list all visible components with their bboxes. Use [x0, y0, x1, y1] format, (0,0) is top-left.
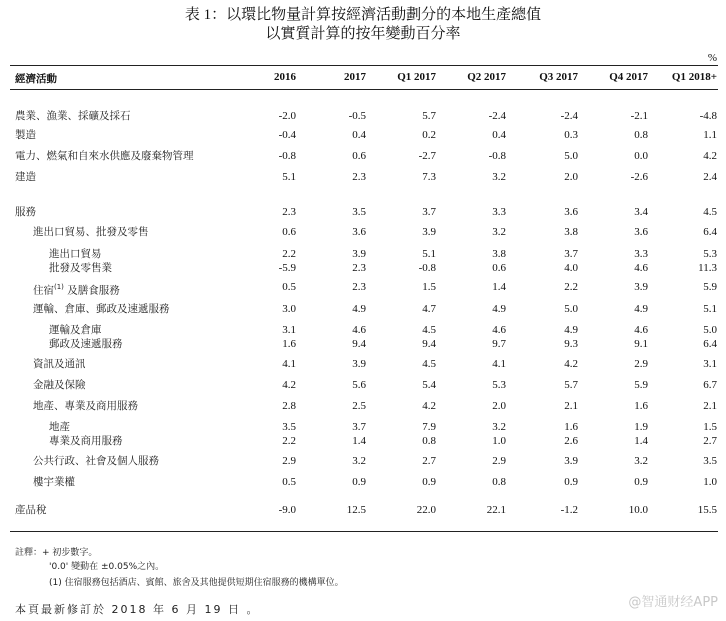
row-label — [15, 205, 36, 219]
cell-value: 2.8 — [282, 400, 296, 412]
cell-value: -0.8 — [278, 150, 296, 162]
cell-value: 4.2 — [703, 150, 717, 162]
row-label-text: 專業及商用服務 — [49, 435, 123, 447]
cell-value: 0.0 — [634, 150, 648, 162]
cell-value: 3.5 — [282, 421, 296, 433]
table-row — [0, 128, 726, 142]
cell-value: 5.7 — [422, 110, 436, 122]
cell-value: 1.5 — [703, 421, 717, 433]
cell-value: 3.3 — [492, 206, 506, 218]
cell-value: -2.7 — [418, 150, 436, 162]
table-row — [0, 337, 726, 351]
table-subtitle: 以實質計算的按年變動百分率 — [265, 26, 461, 42]
table-row — [0, 280, 726, 297]
row-label — [49, 337, 123, 351]
cell-value: 3.5 — [352, 206, 366, 218]
cell-value: 3.9 — [634, 281, 648, 293]
cell-value: 9.3 — [564, 338, 578, 350]
row-label-text: 金融及保險 — [33, 379, 86, 391]
cell-value: 2.4 — [703, 171, 717, 183]
unit-label: % — [707, 52, 717, 64]
cell-value: 3.7 — [422, 206, 436, 218]
row-label — [33, 454, 159, 468]
cell-value: 4.6 — [352, 324, 366, 336]
cell-value: 4.9 — [492, 303, 506, 315]
cell-value: 4.6 — [492, 324, 506, 336]
row-label — [15, 109, 131, 123]
cell-value: 4.6 — [634, 324, 648, 336]
cell-value: 0.6 — [282, 226, 296, 238]
cell-value: 4.5 — [703, 206, 717, 218]
table-row — [0, 109, 726, 123]
cell-value: 0.9 — [634, 476, 648, 488]
table-row — [0, 302, 726, 316]
cell-value: 0.9 — [564, 476, 578, 488]
cell-value: -2.4 — [560, 110, 578, 122]
cell-value: 4.5 — [422, 358, 436, 370]
cell-value: 5.0 — [703, 324, 717, 336]
cell-value: 0.6 — [352, 150, 366, 162]
cell-value: 4.1 — [282, 358, 296, 370]
cell-value: 0.8 — [634, 129, 648, 141]
cell-value: 5.7 — [564, 379, 578, 391]
cell-value: 3.9 — [352, 248, 366, 260]
cell-value: 4.0 — [564, 262, 578, 274]
cell-value: 4.9 — [564, 324, 578, 336]
row-label-text: 資訊及通訊 — [33, 358, 86, 370]
cell-value: 0.8 — [422, 435, 436, 447]
note-zero-change: '0.0' 變動在 ±0.05%之內。 — [49, 562, 165, 572]
watermark: @智通财经APP — [628, 595, 718, 610]
cell-value: -2.1 — [630, 110, 648, 122]
cell-value: -1.2 — [560, 504, 578, 516]
cell-value: 1.6 — [564, 421, 578, 433]
cell-value: 2.3 — [352, 262, 366, 274]
cell-value: 5.1 — [282, 171, 296, 183]
row-label-text: 進出口貿易 — [49, 248, 102, 260]
cell-value: 1.0 — [703, 476, 717, 488]
cell-value: 5.9 — [703, 281, 717, 293]
row-label — [15, 128, 36, 142]
cell-value: 3.1 — [703, 358, 717, 370]
cell-value: 1.1 — [703, 129, 717, 141]
cell-value: 0.8 — [492, 476, 506, 488]
cell-value: 9.4 — [352, 338, 366, 350]
cell-value: 3.0 — [282, 303, 296, 315]
revision-date: 本頁最新修訂於 2018 年 6 月 19 日 。 — [15, 603, 260, 616]
row-label — [33, 399, 138, 413]
cell-value: 5.3 — [492, 379, 506, 391]
footnote-marker: (1) — [54, 283, 64, 291]
cell-value: 2.1 — [703, 400, 717, 412]
row-label — [33, 475, 75, 489]
column-header-activity: 經濟活動 — [15, 73, 57, 85]
top-rule — [10, 65, 718, 66]
header-rule — [10, 89, 718, 90]
cell-value: 9.4 — [422, 338, 436, 350]
cell-value: 1.4 — [352, 435, 366, 447]
cell-value: 2.7 — [703, 435, 717, 447]
row-label-text: 批發及零售業 — [49, 262, 112, 274]
column-header: Q2 2017 — [467, 71, 506, 83]
cell-value: 2.0 — [564, 171, 578, 183]
cell-value: 3.8 — [492, 248, 506, 260]
cell-value: 0.4 — [492, 129, 506, 141]
cell-value: 15.5 — [697, 504, 717, 516]
table-row — [0, 357, 726, 371]
column-header: Q1 2018+ — [671, 71, 717, 83]
cell-value: -4.8 — [699, 110, 717, 122]
cell-value: 5.0 — [564, 150, 578, 162]
cell-value: 0.3 — [564, 129, 578, 141]
row-label — [33, 378, 86, 392]
column-header: 2017 — [344, 71, 366, 83]
row-label-text: 樓宇業權 — [33, 476, 75, 488]
cell-value: 0.2 — [422, 129, 436, 141]
cell-value: 3.2 — [634, 455, 648, 467]
table-row — [0, 323, 726, 337]
cell-value: -0.4 — [278, 129, 296, 141]
cell-value: 3.4 — [634, 206, 648, 218]
row-label-text: 公共行政、社會及個人服務 — [33, 455, 159, 467]
note-accommodation: (1) 住宿服務包括酒店、賓館、旅舍及其他提供短期住宿服務的機構單位。 — [49, 578, 344, 588]
row-label-text: 建造 — [15, 171, 36, 183]
cell-value: 4.6 — [634, 262, 648, 274]
row-label — [49, 261, 112, 275]
cell-value: 6.4 — [703, 338, 717, 350]
row-label-text: 農業、漁業、採礦及採石 — [15, 110, 131, 122]
table-row — [0, 420, 726, 434]
cell-value: 4.9 — [634, 303, 648, 315]
row-label-text: 服務 — [15, 206, 36, 218]
cell-value: 3.9 — [564, 455, 578, 467]
row-label-text: 運輸、倉庫、郵政及速遞服務 — [33, 303, 170, 315]
table-row — [0, 205, 726, 219]
cell-value: 1.4 — [634, 435, 648, 447]
cell-value: 4.7 — [422, 303, 436, 315]
cell-value: 6.4 — [703, 226, 717, 238]
table-row — [0, 378, 726, 392]
row-label — [15, 149, 194, 163]
column-header: Q4 2017 — [609, 71, 648, 83]
row-label-text: 地產、專業及商用服務 — [33, 400, 138, 412]
cell-value: 1.0 — [492, 435, 506, 447]
cell-value: 11.3 — [698, 262, 717, 274]
table-row — [0, 475, 726, 489]
cell-value: 3.8 — [564, 226, 578, 238]
cell-value: 1.6 — [634, 400, 648, 412]
cell-value: 5.1 — [422, 248, 436, 260]
cell-value: 9.1 — [634, 338, 648, 350]
cell-value: 4.1 — [492, 358, 506, 370]
cell-value: 2.6 — [564, 435, 578, 447]
cell-value: 2.0 — [492, 400, 506, 412]
cell-value: 2.2 — [564, 281, 578, 293]
bottom-rule — [10, 531, 718, 532]
row-label-text: 產品稅 — [15, 504, 47, 516]
note-preliminary: 註釋：+ 初步數字。 — [15, 548, 98, 558]
cell-value: 12.5 — [346, 504, 366, 516]
table-row — [0, 454, 726, 468]
cell-value: 3.2 — [492, 171, 506, 183]
cell-value: 7.3 — [422, 171, 436, 183]
row-label — [49, 420, 70, 434]
cell-value: 2.3 — [352, 171, 366, 183]
cell-value: 0.9 — [422, 476, 436, 488]
cell-value: 3.2 — [352, 455, 366, 467]
row-label-text: 住宿 — [33, 284, 54, 297]
cell-value: 3.9 — [422, 226, 436, 238]
cell-value: 3.6 — [564, 206, 578, 218]
row-label-text: 電力、燃氣和自來水供應及廢棄物管理 — [15, 150, 194, 162]
row-label — [33, 302, 170, 316]
cell-value: -2.0 — [278, 110, 296, 122]
cell-value: 3.6 — [352, 226, 366, 238]
cell-value: 4.2 — [422, 400, 436, 412]
table-title: 表 1：以環比物量計算按經濟活動劃分的本地生產總值 — [184, 7, 542, 23]
cell-value: 0.4 — [352, 129, 366, 141]
table-row — [0, 225, 726, 239]
cell-value: 22.0 — [416, 504, 436, 516]
cell-value: 2.5 — [352, 400, 366, 412]
cell-value: 2.2 — [282, 435, 296, 447]
cell-value: 3.9 — [352, 358, 366, 370]
cell-value: 3.2 — [492, 226, 506, 238]
cell-value: 3.7 — [352, 421, 366, 433]
cell-value: -5.9 — [278, 262, 296, 274]
cell-value: 3.5 — [703, 455, 717, 467]
cell-value: 0.6 — [492, 262, 506, 274]
cell-value: -2.4 — [488, 110, 506, 122]
cell-value: -0.8 — [488, 150, 506, 162]
cell-value: 2.9 — [492, 455, 506, 467]
row-label — [49, 247, 102, 261]
cell-value: 4.5 — [422, 324, 436, 336]
table-row — [0, 261, 726, 275]
row-label — [15, 170, 36, 184]
table-row — [0, 247, 726, 261]
row-label-text: 地產 — [49, 421, 70, 433]
cell-value: 0.5 — [282, 476, 296, 488]
cell-value: 2.3 — [352, 281, 366, 293]
row-label — [33, 280, 120, 298]
table-row — [0, 434, 726, 448]
cell-value: 4.9 — [352, 303, 366, 315]
table-row — [0, 170, 726, 184]
row-label-suffix: 及膳食服務 — [63, 284, 120, 297]
row-label — [49, 434, 123, 448]
cell-value: 3.7 — [564, 248, 578, 260]
cell-value: -9.0 — [278, 504, 296, 516]
cell-value: -0.8 — [418, 262, 436, 274]
column-header: Q1 2017 — [397, 71, 436, 83]
cell-value: 2.9 — [634, 358, 648, 370]
cell-value: 5.6 — [352, 379, 366, 391]
cell-value: 2.9 — [282, 455, 296, 467]
cell-value: 2.7 — [422, 455, 436, 467]
cell-value: 3.1 — [282, 324, 296, 336]
row-label — [49, 323, 102, 337]
cell-value: 5.0 — [564, 303, 578, 315]
cell-value: 5.9 — [634, 379, 648, 391]
table-row — [0, 399, 726, 413]
cell-value: 4.2 — [282, 379, 296, 391]
cell-value: 10.0 — [628, 504, 648, 516]
row-label-text: 進出口貿易、批發及零售 — [33, 226, 149, 238]
row-label-text: 郵政及速遞服務 — [49, 338, 123, 350]
cell-value: 5.4 — [422, 379, 436, 391]
cell-value: 6.7 — [703, 379, 717, 391]
cell-value: 3.3 — [634, 248, 648, 260]
cell-value: -2.6 — [630, 171, 648, 183]
row-label — [15, 503, 47, 517]
row-label-text: 運輸及倉庫 — [49, 324, 102, 336]
cell-value: 2.2 — [282, 248, 296, 260]
cell-value: 1.9 — [634, 421, 648, 433]
column-header: 2016 — [274, 71, 296, 83]
cell-value: 3.6 — [634, 226, 648, 238]
row-label-text: 製造 — [15, 129, 36, 141]
column-header: Q3 2017 — [539, 71, 578, 83]
cell-value: 0.9 — [352, 476, 366, 488]
cell-value: 22.1 — [486, 504, 506, 516]
cell-value: 7.9 — [422, 421, 436, 433]
cell-value: 4.2 — [564, 358, 578, 370]
cell-value: 5.3 — [703, 248, 717, 260]
cell-value: 0.5 — [282, 281, 296, 293]
cell-value: 1.5 — [422, 281, 436, 293]
cell-value: 3.2 — [492, 421, 506, 433]
cell-value: 1.6 — [282, 338, 296, 350]
cell-value: 1.4 — [492, 281, 506, 293]
table-row — [0, 149, 726, 163]
row-label — [33, 357, 86, 371]
cell-value: 2.3 — [282, 206, 296, 218]
row-label — [33, 225, 149, 239]
cell-value: 2.1 — [564, 400, 578, 412]
cell-value: 9.7 — [492, 338, 506, 350]
cell-value: -0.5 — [348, 110, 366, 122]
table-row — [0, 503, 726, 517]
cell-value: 5.1 — [703, 303, 717, 315]
